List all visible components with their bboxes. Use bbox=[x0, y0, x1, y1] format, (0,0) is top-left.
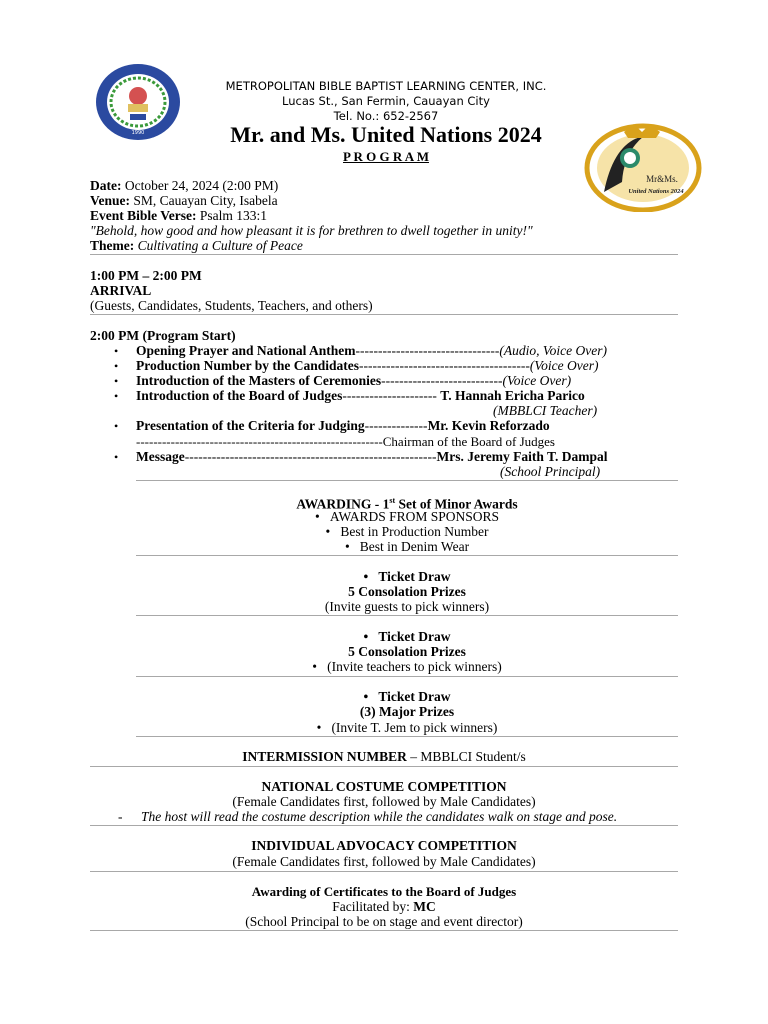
bullet: • bbox=[114, 419, 119, 433]
school-seal-logo bbox=[94, 62, 182, 142]
advocacy-note: (Female Candidates first, followed by Male Candidates) bbox=[232, 854, 536, 869]
divider bbox=[136, 555, 678, 556]
bullet: • bbox=[114, 389, 119, 403]
event-venue: Venue: SM, Cauayan City, Isabela bbox=[90, 193, 278, 208]
divider bbox=[90, 871, 678, 872]
award-item: • Best in Denim Wear bbox=[344, 539, 470, 554]
divider bbox=[90, 314, 678, 315]
costume-note: (Female Candidates first, followed by Male Candidates) bbox=[232, 794, 536, 809]
arrival-note: (Guests, Candidates, Students, Teachers, and others) bbox=[90, 298, 373, 313]
program-item-masters-of-ceremonies: Introduction of the Masters of Ceremonies---------------------------(Voice Over) bbox=[136, 373, 572, 388]
bullet: • bbox=[114, 344, 119, 358]
divider bbox=[136, 615, 678, 616]
verse-quote: "Behold, how good and how pleasant it is for brethren to dwell together in unity!" bbox=[90, 223, 533, 238]
ticket-draw-2-note: • (Invite teachers to pick winners) bbox=[312, 659, 502, 674]
page-title: Mr. and Ms. United Nations 2024 bbox=[230, 122, 542, 147]
event-date: Date: October 24, 2024 (2:00 PM) bbox=[90, 178, 279, 193]
message-role: (School Principal) bbox=[500, 464, 601, 479]
event-verse: Event Bible Verse: Psalm 133:1 bbox=[90, 208, 268, 223]
divider bbox=[136, 480, 678, 481]
program-item-board-of-judges: Introduction of the Board of Judges--------------------- T. Hannah Ericha Parico bbox=[136, 388, 585, 403]
divider bbox=[136, 676, 678, 677]
bullet: • bbox=[114, 450, 119, 464]
intermission-number: INTERMISSION NUMBER – MBBLCI Student/s bbox=[242, 749, 526, 764]
program-item-opening-prayer: Opening Prayer and National Anthem--------------------------------(Audio, Voice Over) bbox=[136, 343, 607, 358]
ticket-draw-1-prizes: 5 Consolation Prizes bbox=[348, 584, 466, 599]
ticket-draw-2-prizes: 5 Consolation Prizes bbox=[348, 644, 466, 659]
judges-role: (MBBLCI Teacher) bbox=[493, 403, 598, 418]
program-item-production-number: Production Number by the Candidates--------------------------------------(Voice Over) bbox=[136, 358, 599, 373]
awarding-heading: AWARDING - 1st Set of Minor Awards bbox=[296, 496, 518, 512]
org-name: METROPOLITAN BIBLE BAPTIST LEARNING CENTER, INC. bbox=[225, 79, 547, 93]
org-tel: Tel. No.: 652-2567 bbox=[333, 109, 439, 123]
divider bbox=[90, 825, 678, 826]
svg-text:1990: 1990 bbox=[131, 130, 145, 136]
certificates-heading: Awarding of Certificates to the Board of Judges bbox=[251, 884, 517, 899]
award-item: • Best in Production Number bbox=[325, 524, 489, 539]
ticket-draw-1-note: (Invite guests to pick winners) bbox=[324, 599, 490, 614]
ticket-draw-3-note: • (Invite T. Jem to pick winners) bbox=[316, 720, 498, 735]
divider bbox=[90, 930, 678, 931]
divider bbox=[136, 736, 678, 737]
ticket-draw-3-prizes: (3) Major Prizes bbox=[359, 704, 455, 719]
united-nations-logo bbox=[584, 122, 702, 212]
bullet: • bbox=[114, 374, 119, 388]
costume-host-note: The host will read the costume description while the candidates walk on stage and pose. bbox=[141, 809, 618, 824]
ticket-draw-2: • Ticket Draw bbox=[363, 629, 451, 644]
advocacy-heading: INDIVIDUAL ADVOCACY COMPETITION bbox=[251, 838, 517, 853]
ticket-draw-1: • Ticket Draw bbox=[363, 569, 451, 584]
event-theme: Theme: Cultivating a Culture of Peace bbox=[90, 238, 303, 253]
svg-text:Mr&Ms.: Mr&Ms. bbox=[646, 174, 678, 184]
program-start: 2:00 PM (Program Start) bbox=[90, 328, 236, 343]
org-address: Lucas St., San Fermin, Cauayan City bbox=[282, 94, 490, 108]
divider bbox=[90, 766, 678, 767]
divider bbox=[90, 254, 678, 255]
costume-dash: - bbox=[118, 809, 123, 824]
arrival-heading: ARRIVAL bbox=[90, 283, 152, 298]
award-item: • AWARDS FROM SPONSORS bbox=[314, 509, 500, 524]
program-item-criteria: Presentation of the Criteria for Judging--------------Mr. Kevin Reforzado bbox=[136, 418, 550, 433]
arrival-time: 1:00 PM – 2:00 PM bbox=[90, 268, 202, 283]
certificates-note: (School Principal to be on stage and event director) bbox=[245, 914, 523, 929]
certificates-facilitator: Facilitated by: MC bbox=[332, 899, 436, 914]
program-subtitle: P R O G R A M bbox=[343, 149, 429, 164]
costume-heading: NATIONAL COSTUME COMPETITION bbox=[261, 779, 507, 794]
program-item-message: Message--------------------------------------------------------Mrs. Jeremy Faith T. Dampal bbox=[136, 449, 608, 464]
bullet: • bbox=[114, 359, 119, 373]
ticket-draw-3: • Ticket Draw bbox=[363, 689, 451, 704]
criteria-chairman: ---------------------------------------------------------Chairman of the Board of Judges bbox=[136, 434, 555, 449]
svg-text:United Nations 2024: United Nations 2024 bbox=[628, 188, 684, 195]
